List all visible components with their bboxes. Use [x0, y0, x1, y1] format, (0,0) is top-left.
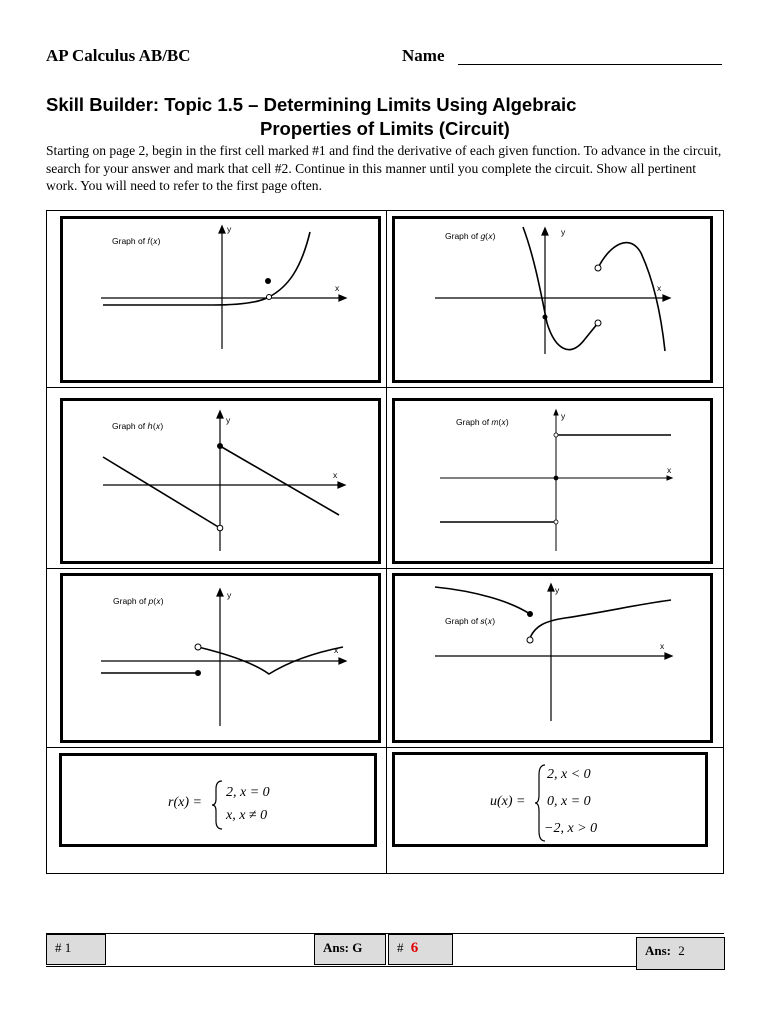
footer-bar: [46, 933, 724, 967]
y-axis-label: y: [561, 227, 566, 237]
step-hash: #: [397, 940, 404, 955]
answer-left: Ans: G: [314, 934, 386, 965]
step-value: 6: [410, 940, 419, 956]
y-axis-label: y: [227, 224, 232, 234]
y-axis-label: y: [561, 411, 566, 421]
y-axis-label: y: [227, 590, 232, 600]
u-case-3: −2, x > 0: [544, 821, 598, 836]
graph-h-cell: [60, 398, 381, 564]
graph-m-label: Graph of 𝑚(𝑥): [456, 417, 509, 427]
graph-f-cell: [60, 216, 381, 383]
title-line-2: Properties of Limits (Circuit): [260, 118, 510, 139]
step-number-left: # 1: [46, 934, 106, 965]
r-case-2: x, x ≠ 0: [226, 808, 268, 823]
graph-m-cell: [392, 398, 713, 564]
title-line-1: Skill Builder: Topic 1.5 – Determining Limits Using Algebraic: [46, 94, 577, 115]
graph-g-label: Graph of 𝑔(𝑥): [445, 231, 496, 241]
graph-s: [395, 576, 710, 740]
graph-h: [63, 401, 378, 561]
piecewise-u-cell: [392, 752, 708, 847]
instructions: Starting on page 2, begin in the first cell marked #1 and find the derivative of each given function. To advance in the circuit, search for your answer and mark that cell #2. Continue in this manner until you complete the circuit. Show all pertinent work. You will need to refer to the first page often.: [46, 143, 722, 193]
course-title: AP Calculus AB/BC: [46, 46, 191, 65]
graph-f-label: Graph of 𝑓(𝑥): [112, 236, 161, 246]
graph-f: [63, 219, 378, 380]
answer-right-value: 2: [678, 943, 685, 958]
grid-divider-row2: [47, 568, 723, 569]
step-number-right: [388, 934, 453, 965]
x-axis-label: x: [334, 645, 339, 655]
graph-g-cell: [392, 216, 713, 383]
graph-p-cell: [60, 573, 381, 743]
x-axis-label: x: [333, 470, 338, 480]
circuit-grid: [46, 210, 724, 874]
grid-divider-vertical: [386, 211, 387, 873]
answer-right-label: Ans:: [645, 943, 672, 958]
x-axis-label: x: [657, 283, 662, 293]
graph-s-label: Graph of 𝑠(𝑥): [445, 616, 496, 626]
brace: [212, 779, 224, 831]
u-case-1: 2, x < 0: [547, 767, 591, 782]
piecewise-r-cell: [59, 753, 377, 847]
u-lhs: u(x) =: [490, 794, 526, 809]
graph-s-cell: [392, 573, 713, 743]
graph-h-label: Graph of ℎ(𝑥): [112, 421, 164, 431]
name-label: Name: [402, 46, 445, 65]
r-case-1: 2, x = 0: [226, 785, 270, 800]
u-case-2: 0, x = 0: [547, 794, 591, 809]
name-field[interactable]: [458, 64, 722, 65]
graph-g: [395, 219, 710, 380]
graph-p: [63, 576, 378, 740]
x-axis-label: x: [660, 641, 665, 651]
graph-m: [395, 401, 710, 561]
r-lhs: r(x) =: [168, 795, 202, 810]
graph-p-label: Graph of 𝑝(𝑥): [113, 596, 164, 606]
x-axis-label: x: [667, 465, 672, 475]
y-axis-label: y: [555, 585, 560, 595]
grid-divider-row1: [47, 387, 723, 388]
y-axis-label: y: [226, 415, 231, 425]
answer-right: [636, 937, 725, 970]
page-title: [46, 93, 726, 141]
grid-divider-row3: [47, 747, 723, 748]
x-axis-label: x: [335, 283, 340, 293]
